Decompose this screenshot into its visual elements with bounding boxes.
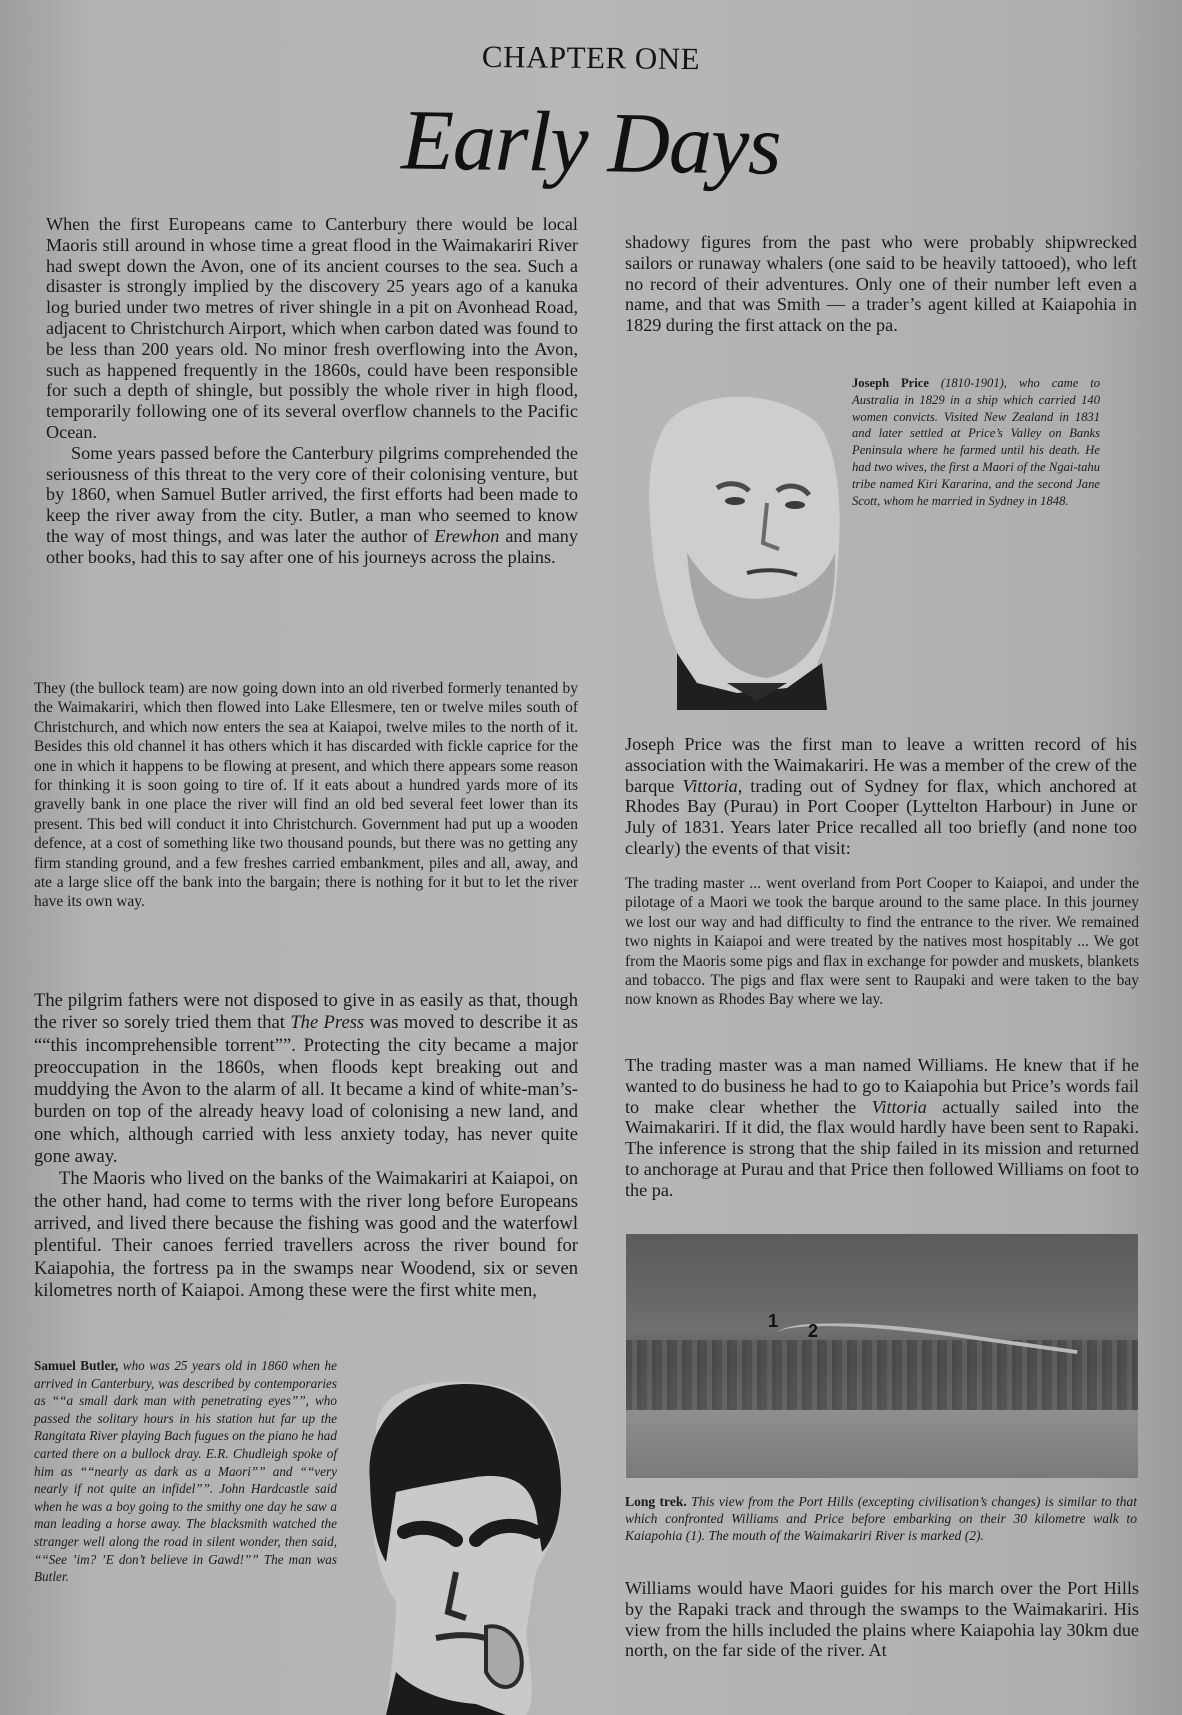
caption-text: This view from the Port Hills (excepting civilisation’s changes) is similar to that which confronted Williams and Price before embarking on their 30 kilometre walk to Kaiapohia (1). The mouth of the Waimakariri River is marked (2). bbox=[625, 1494, 1137, 1543]
ship-name-vittoria: Vittoria bbox=[682, 775, 738, 796]
text-span: The trading master was a man named Williams. He knew that if he wanted to do business he had to go to Kaiapohia but Price’s words fail to make clear whether the bbox=[625, 1055, 1139, 1117]
butler-quote: They (the bullock team) are now going down into an old riverbed formerly tenanted by the Waimakariri, which then flowed into Lake Ellesmere, ten or twelve miles south of Christchurch, and which now enters the sea at Kaiapoi, twelve miles to the north of it. Besides this old channel it has others which it has discarded with fickle caprice for the one in which it happens to be flowing at present, and which there appears some reason for thinking it is soon going to tire of. If it eats about a hundred yards more of its gravelly bank in one place the river will find an old bed several feet lower than its present. This bed will conduct it into Christchurch. Government had put up a wooden defence, at a cost of something like two thousand pounds, but there was no getting any firm standing ground, and a few freshes carried embankment, piles and all, away, and ate a large slice off the bank into the bargain; there is nothing for it but to let the river have its own way. bbox=[34, 680, 578, 911]
caption-name: Samuel Butler, bbox=[34, 1358, 119, 1373]
port-hills-landscape-photo bbox=[626, 1234, 1138, 1478]
paragraph-flood: When the first Europeans came to Canterbury there would be local Maoris still around in whose time a great flood in the Waimakariri River had swept down the Avon, one of its ancient courses to the sea. Such a disaster is strongly implied by the discovery 25 years ago of a kanuka log buried under two metres of river shingle in a pit on Avonhead Road, adjacent to Christchurch Airport, which when carbon dated was found to be less than 200 years old. No minor fresh overflowing into the Avon, such as happened frequently in the 1860s, could have been responsible for such a depth of shingle, but possibly the whole river in high flood, temporarily following one of its several overflow channels to the Pacific Ocean. bbox=[46, 214, 578, 442]
text-span: was moved to describe it as ““this incomprehensible torrent””. Protecting the city became a major preoccupation in the 1860s, when floods kept breaking out and muddying the Avon to the alarm of all. It became a kind of white-man’s-burden on top of the already heavy load of colonising a new land, and one which, although carried with less anxiety today, has never quite gone away. bbox=[34, 1012, 578, 1168]
paragraph-maori-guides: Williams would have Maori guides for his march over the Port Hills by the Rapaki track and through the swamps to the Waimakariri. His view from the hills included the plains where Kaiapohia lay 30km due north, on the far side of the river. At bbox=[625, 1578, 1139, 1661]
left-column-bottom bbox=[34, 990, 578, 1302]
chapter-title: Early Days bbox=[400, 91, 782, 193]
paragraph-press bbox=[34, 990, 578, 1168]
text-span: , trading out of Sydney for flax, which anchored at Rhodes Bay (Purau) in Port Cooper (Lyttelton Harbour) in June or July of 1831. Years later Price recalled all too briefly (and none too clearly) the events of that visit: bbox=[625, 775, 1137, 858]
price-caption-block bbox=[852, 375, 1100, 509]
photo-marker-river-mouth: 2 bbox=[808, 1321, 819, 1341]
price-caption bbox=[852, 375, 1100, 509]
butler-caption bbox=[34, 1357, 337, 1586]
chapter-label: CHAPTER ONE bbox=[481, 38, 701, 77]
paragraph-maoris: The Maoris who lived on the banks of the Waimakariri at Kaiapoi, on the other hand, had come to terms with the river long before Europeans arrived, and lived there because the fishing was good and the waterfowl plentiful. Their canoes ferried travellers across the river bound for Kaiapohia, the fortress pa in the swamps near Woodend, six or seven kilometres north of Kaiapoi. Among these were the first white men, bbox=[34, 1168, 578, 1301]
caption-name: Joseph Price bbox=[852, 376, 929, 390]
right-column-middle bbox=[625, 734, 1137, 859]
price-quote-block bbox=[625, 874, 1139, 1010]
paragraph-shadowy-figures: shadowy figures from the past who were probably shipwrecked sailors or runaway whalers (one said to be heavily tattooed), who left no record of their adventures. Only one of their number left even a name, and that was Smith — a trader’s agent killed at Kaiapohia in 1829 during the first attack on the pa. bbox=[625, 232, 1137, 336]
text-span: The pilgrim fathers were not disposed to give in as easily as that, though the river so sorely tried them that bbox=[34, 990, 578, 1034]
paragraph-joseph-price bbox=[625, 734, 1137, 859]
price-quote: The trading master ... went overland from Port Cooper to Kaiapoi, and under the pilotage of a Maori we took the barque around to the same place. In this journey we lost our way and had difficulty to find the entrance to the river. We remained two nights in Kaiapoi and were treated by the natives most hospitably ... We got from the Maoris some pigs and flax in exchange for powder and muskets, blankets and tobacco. The pigs and flax were sent to Raupaki and were taken to the bay now known as Rhodes Bay where we lay. bbox=[625, 875, 1139, 1009]
paragraph-pilgrims bbox=[46, 443, 578, 568]
caption-text: who was 25 years old in 1860 when he arrived in Canterbury, was described by contemporaries as ““a small dark man with penetrating eyes””, who passed the solitary hours in his station hut far up the Rangitata River playing Bach fugues on the piano he had carted there on a bullock dray. E.R. Chudleigh spoke of him as ““nearly as dark as a Maori”” and ““very nearly if not quite an infidel””. John Hardcastle said when he was a boy going to the smithy one day he saw a man leading a horse away. The blacksmith watched the stranger well along the road in silent wonder, then said, ““See ’im? ’E don’t believe in Gawd!”” The man was Butler. bbox=[34, 1358, 337, 1585]
butler-caption-block bbox=[34, 1357, 337, 1586]
caption-text: (1810-1901), who came to Australia in 1829 in a ship which carried 140 women convicts. Visited New Zealand in 1831 and later settled at Price’s Valley on Banks Peninsula where he farmed until his death. He had two wives, the first a Maori of the Ngai-tahu tribe named Kiri Kararina, and the second Jane Scott, whom he married in Sydney in 1848. bbox=[852, 376, 1100, 508]
ship-name-vittoria: Vittoria bbox=[871, 1096, 927, 1117]
photo-marker-kaiapohia: 1 bbox=[768, 1311, 779, 1331]
samuel-butler-portrait bbox=[356, 1372, 568, 1715]
right-column-williams bbox=[625, 1055, 1139, 1201]
book-title-erewhon: Erewhon bbox=[434, 525, 500, 546]
newspaper-title: The Press bbox=[290, 1012, 365, 1034]
text-span: actually sailed into the Waimakariri. If it did, the flax would hardly have been sent to Rapaki. The inference is strong that the ship failed in its mission and returned to anchorage at Purau and that Price then followed Williams on foot to the pa. bbox=[625, 1096, 1140, 1200]
butler-quote-block bbox=[34, 679, 578, 912]
caption-name: Long trek. bbox=[625, 1494, 687, 1509]
text-span: Some years passed before the Canterbury pilgrims comprehended the seriousness of this threat to the very core of their colonising venture, but by 1860, when Samuel Butler arrived, the first efforts had been made to keep the river away from the city. Butler, a man who seemed to know the way of most things, and was later the author of bbox=[46, 442, 578, 546]
text-span: Joseph Price was the first man to leave a written record of his association with the Waimakariri. He was a member of the crew of the barque bbox=[625, 734, 1137, 796]
trek-caption bbox=[625, 1493, 1137, 1544]
joseph-price-portrait bbox=[637, 383, 842, 710]
text-span: and many other books, had this to say after one of his journeys across the plains. bbox=[46, 525, 578, 567]
trek-caption-block bbox=[625, 1493, 1137, 1544]
right-column-top bbox=[625, 232, 1137, 336]
paragraph-williams bbox=[625, 1055, 1139, 1201]
photo-foreground-flats bbox=[626, 1410, 1138, 1478]
right-column-bottom bbox=[625, 1578, 1139, 1661]
left-column-top bbox=[46, 214, 578, 568]
